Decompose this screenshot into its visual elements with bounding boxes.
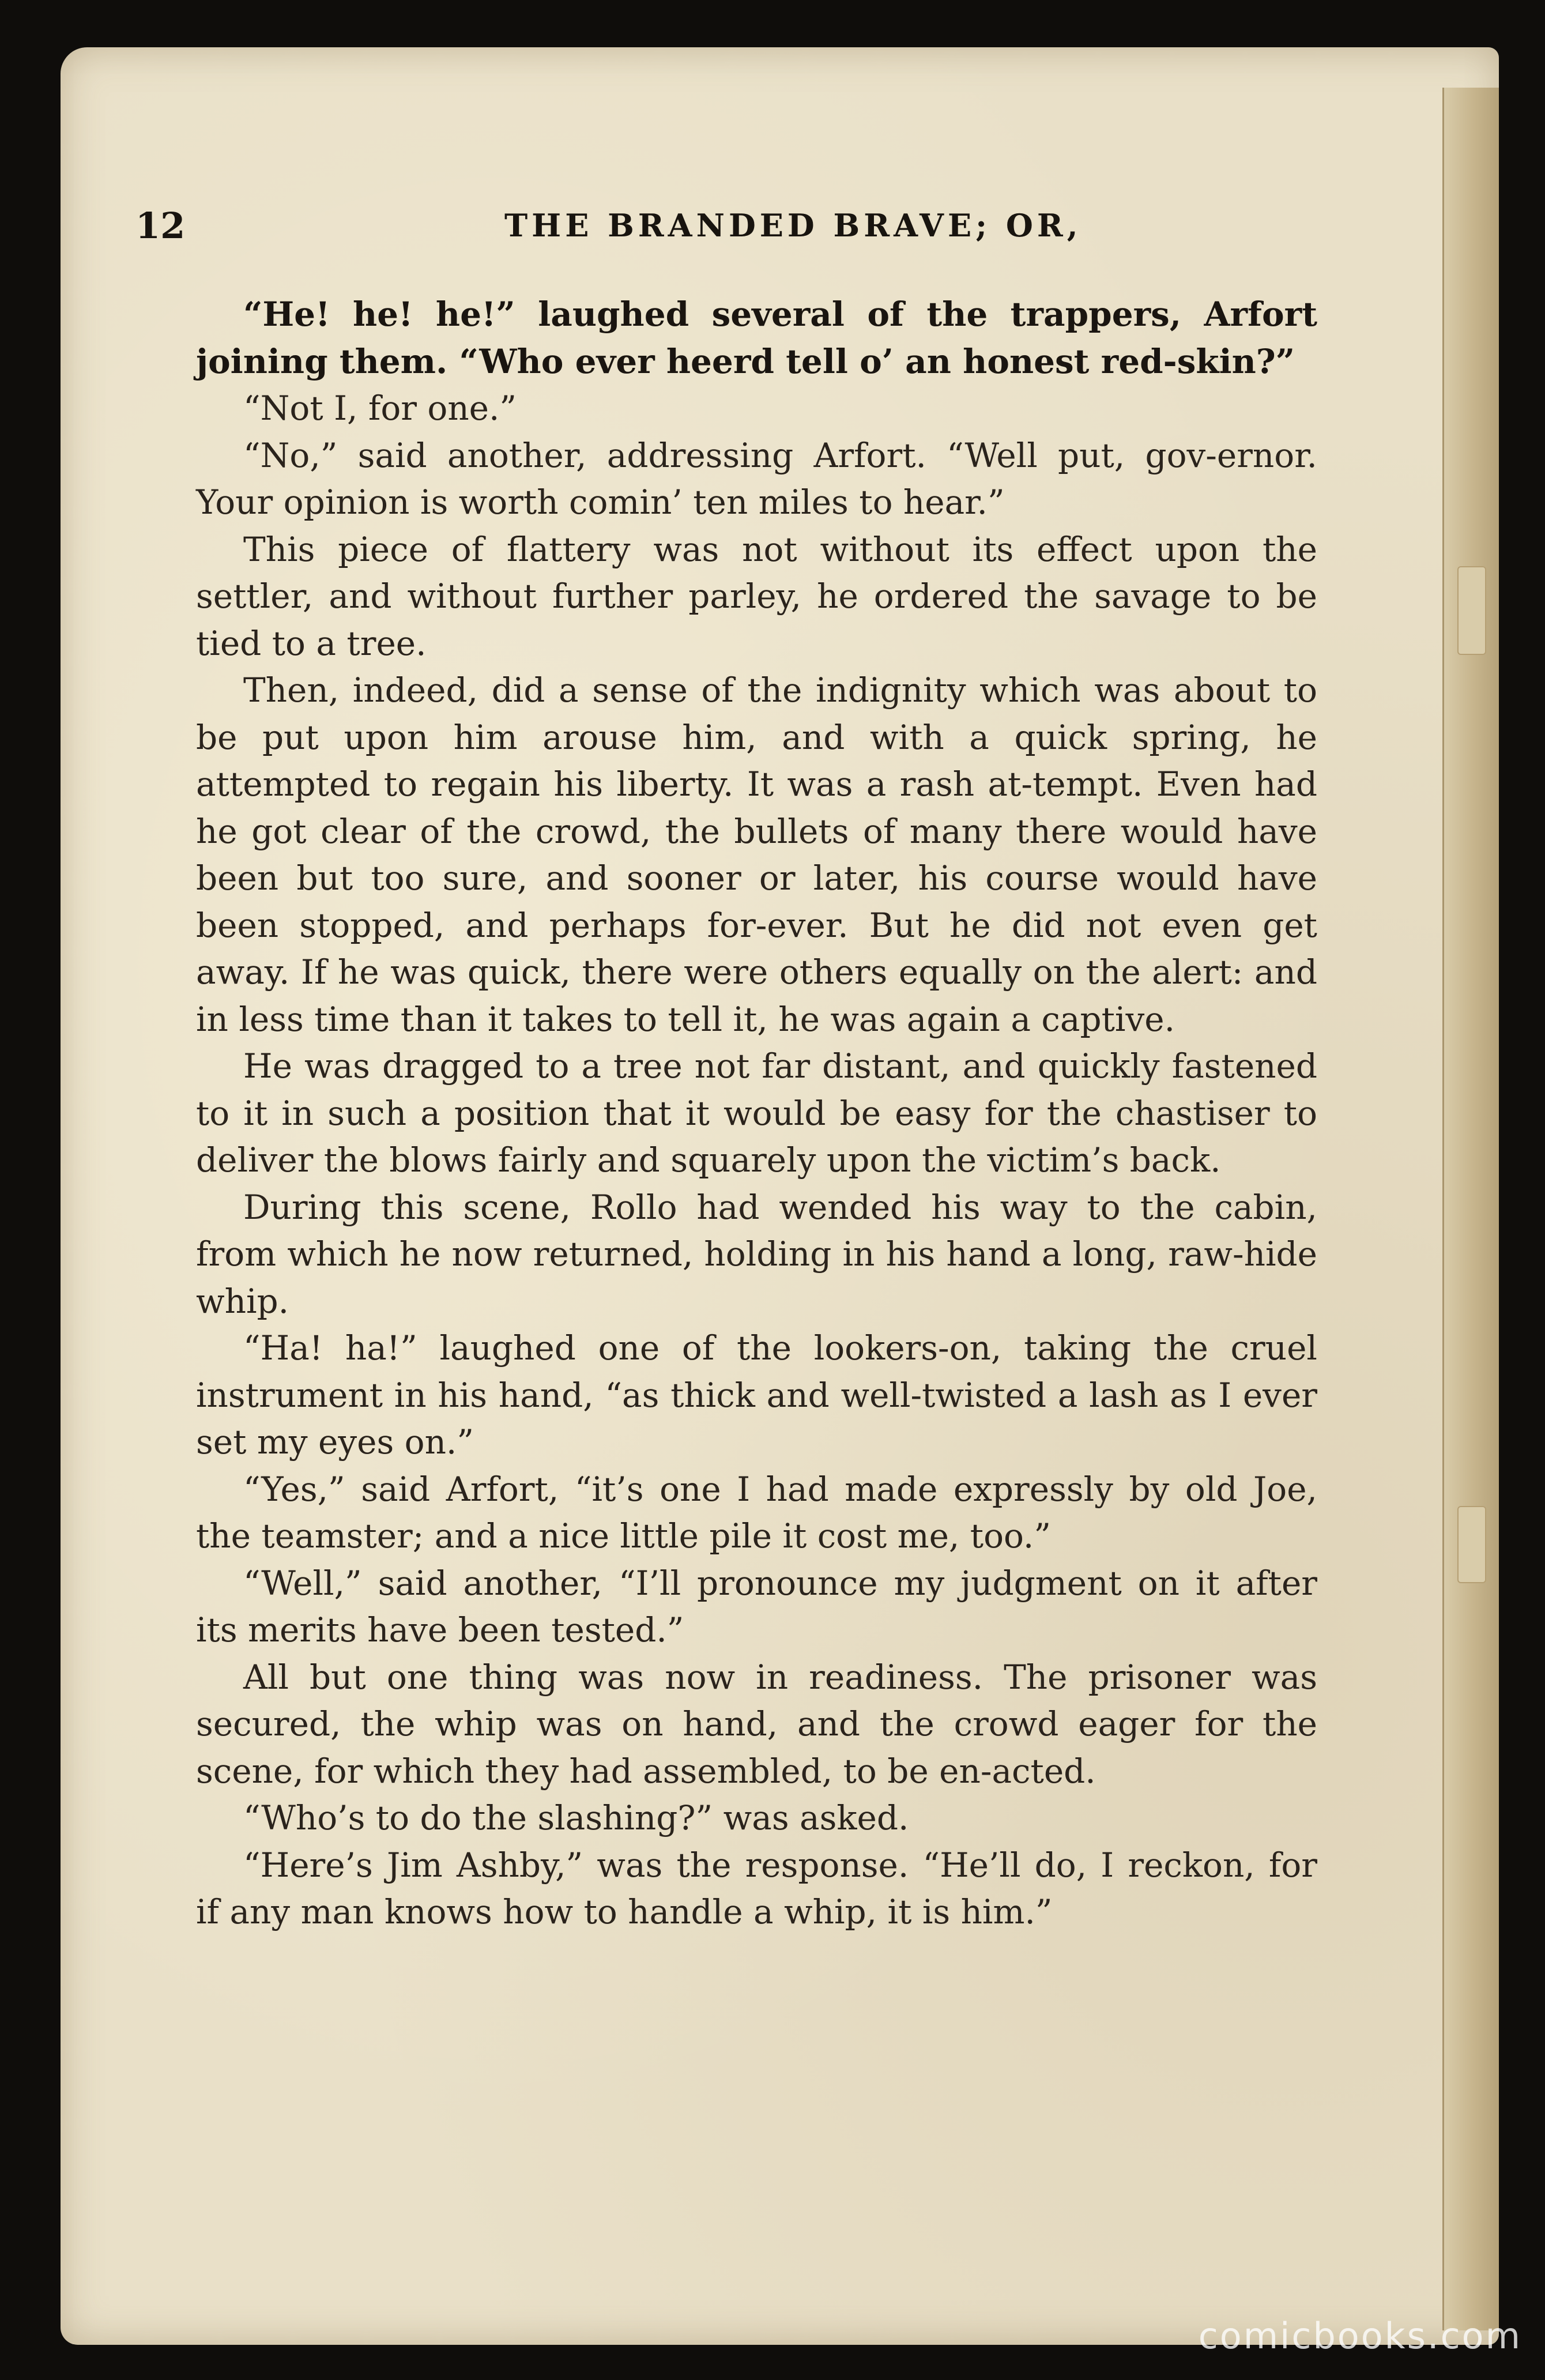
site-watermark: comicbooks.com [1198, 2315, 1522, 2357]
binding-tab [1457, 1506, 1486, 1583]
paragraph: “Not I, for one.” [243, 389, 517, 428]
paragraph: All but one thing was now in readiness. The prisoner was secured, the whip was on hand, and the crowd eager for the scene, for which they had assembled, to be en-acted. [196, 1657, 1317, 1791]
paragraph: “Here’s Jim Ashby,” was the response. “He’ll do, I reckon, for if any man knows how to handle a whip, it is him.” [196, 1845, 1317, 1931]
paragraph: Then, indeed, did a sense of the indignity which was about to be put upon him arouse him, and with a quick spring, he attempted to regain his liberty. It was a rash at-tempt. Even had he got clear of the crowd, the bullets of many there would have been but too sure, and sooner or later, his course would have been stopped, and perhaps for-ever. But he did not even get away. If he was quick, there were others equally on the alert: and in less time than it takes to tell it, he was again a captive. [196, 671, 1317, 1039]
paragraph: “Ha! ha!” laughed one of the lookers-on, taking the cruel instrument in his hand, “as thick and well-twisted a lash as I ever set my eyes on.” [196, 1328, 1317, 1462]
paragraph: “Yes,” said Arfort, “it’s one I had made expressly by old Joe, the teamster; and a nice little pile it cost me, too.” [196, 1469, 1317, 1556]
running-head [135, 205, 1317, 245]
paragraph: During this scene, Rollo had wended his way to the cabin, from which he now returned, holding in his hand a long, raw-hide whip. [196, 1187, 1317, 1321]
binding-tab [1457, 566, 1486, 655]
paragraph: “Well,” said another, “I’ll pronounce my judgment on it after its merits have been tested.” [196, 1563, 1317, 1650]
body-text [196, 291, 1317, 1936]
page-number: 12 [135, 205, 186, 247]
paragraph: “He! he! he!” laughed several of the trappers, Arfort joining them. “Who ever heerd tell o’ an honest red-skin?” [196, 295, 1317, 381]
book-gutter [1442, 88, 1499, 2330]
paragraph: “No,” said another, addressing Arfort. “Well put, gov-ernor. Your opinion is worth comin’ ten miles to hear.” [196, 435, 1317, 522]
paragraph: He was dragged to a tree not far distant, and quickly fastened to it in such a position that it would be easy for the chastiser to deliver the blows fairly and squarely upon the victim’s back. [196, 1046, 1317, 1180]
paragraph: “Who’s to do the slashing?” was asked. [243, 1798, 909, 1837]
running-title: THE BRANDED BRAVE; OR, [504, 207, 1082, 244]
paragraph: This piece of flattery was not without its effect upon the settler, and without further parley, he ordered the savage to be tied to a tree. [196, 529, 1317, 663]
